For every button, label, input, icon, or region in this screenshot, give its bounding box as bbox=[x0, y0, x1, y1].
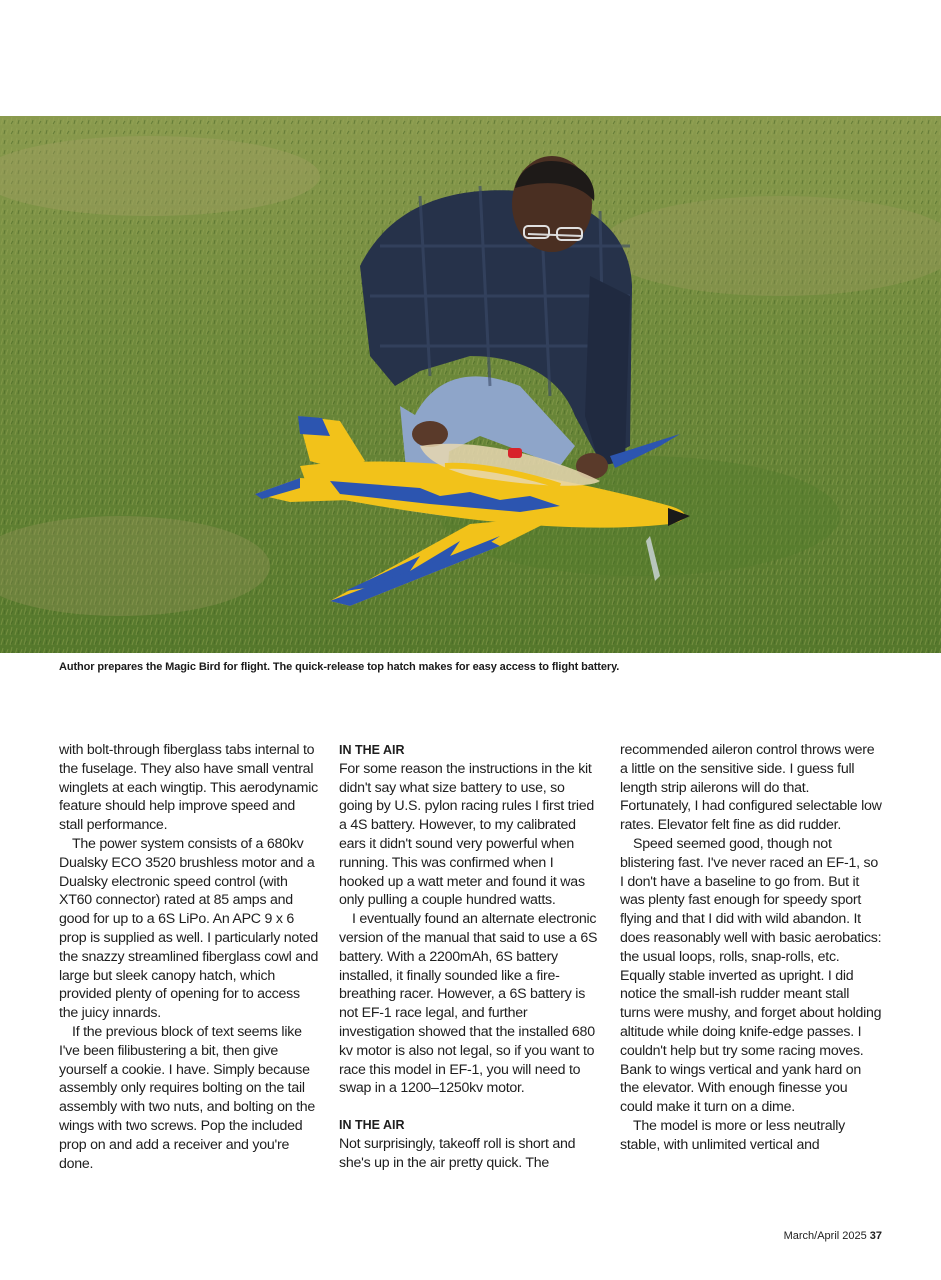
text-column-1 bbox=[59, 741, 321, 1173]
paragraph: For some reason the instructions in the kit didn't say what size battery to use, so going by U.S. pylon racing rules I first tried a 4S battery. However, to my calibrated ears it didn't sound very powerful when running. This was confirmed when I hooked up a watt meter and found it was only pulling a couple hundred watts. bbox=[339, 760, 595, 909]
paragraph: with bolt-through fiberglass tabs internal to the fuselage. They also have small ventral winglets at each wingtip. This aerodynamic feature should help improve speed and stall performance. bbox=[59, 742, 318, 834]
page-footer bbox=[784, 1230, 882, 1242]
paragraph: The model is more or less neutrally stable, with unlimited vertical and bbox=[620, 1117, 846, 1153]
paragraph: recommended aileron control throws were a little on the sensitive side. I guess full length strip ailerons will do that. Fortunately, I had configured selectable low rates. Elevator felt fine as did rudder. bbox=[620, 742, 882, 834]
section-heading: IN THE AIR bbox=[339, 1118, 405, 1133]
paragraph: Not surprisingly, takeoff roll is short and she's up in the air pretty quick. The bbox=[339, 1135, 576, 1171]
text-column-2 bbox=[339, 741, 601, 1173]
paragraph: Speed seemed good, though not blistering fast. I've never raced an EF-1, so I don't have a baseline to go from. But it was plenty fast enough for speedy sport flying and that I did with wild abandon. It does reasonably well with basic aerobatics: the usual loops, rolls, snap-rolls, etc. Equally stable inverted as upright. I did notice the small-ish rudder meant stall turns were mushy, and forget about holding altitude while doing knife-edge passes. I couldn't help but try some racing moves. Bank to wings vertical and yank hard on the elevator. With enough finesse you could make it turn on a dime. bbox=[620, 835, 882, 1116]
feature-photo bbox=[0, 116, 941, 653]
paragraph: I eventually found an alternate electronic version of the manual that said to use a 6S battery. With a 2200mAh, 6S battery installed, it finally sounded like a fire-breathing racer. However, a 6S battery is not EF-1 race legal, and further investigation showed that the installed 680 kv motor is also not legal, so if you want to race this model in EF-1, you will need to swap in a 1200–1250kv motor. bbox=[339, 911, 598, 1097]
paragraph: The power system consists of a 680kv Dualsky ECO 3520 brushless motor and a Dualsky electronic speed control (with XT60 connector) rated at 85 amps and good for up to a 6S LiPo. An APC 9 x 6 prop is supplied as well. I particularly noted the snazzy streamlined fiberglass cowl and large but sleek canopy hatch, which provided plenty of opening for to access the juicy innards. bbox=[59, 835, 319, 1022]
paragraph: If the previous block of text seems like I've been filibustering a bit, then give yourself a cookie. I have. Simply because assembly only requires bolting on the tail assembly with two nuts, and bolting on the wings with two screws. Pop the included prop on and add a receiver and you're done. bbox=[59, 1023, 316, 1172]
issue-date: March/April 2025 bbox=[783, 1230, 867, 1242]
photo-illustration bbox=[0, 116, 941, 653]
page-number: 37 bbox=[869, 1230, 882, 1242]
text-column-3 bbox=[620, 741, 882, 1155]
photo-caption: Author prepares the Magic Bird for flight. The quick-release top hatch makes for easy access to flight battery. bbox=[59, 661, 620, 673]
section-heading: IN THE AIR bbox=[339, 743, 405, 757]
